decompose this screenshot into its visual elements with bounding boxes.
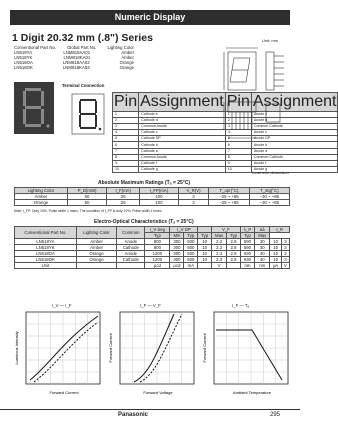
eo-header-ir: I_R xyxy=(270,227,290,233)
eo-cell: LN518OA xyxy=(15,251,77,257)
abs-cell: 60 xyxy=(67,200,106,206)
graph-if-ta xyxy=(202,310,292,398)
pin-cell: 3 xyxy=(113,124,139,130)
eo-cell: Cathode xyxy=(117,257,145,263)
eo-cell: 3 xyxy=(281,251,289,257)
pin-cell: Cathode DP xyxy=(139,136,226,142)
pin-cell: 2 xyxy=(225,118,251,124)
eo-unit-cell: nm xyxy=(255,263,270,269)
eo-unit-cell xyxy=(76,263,117,269)
pin-cell: 7 xyxy=(113,148,139,154)
pin-cell: 1 xyxy=(113,112,139,118)
eo-cell: 2.2 xyxy=(211,245,226,251)
page-title: 1 Digit 20.32 mm (.8") Series xyxy=(12,32,153,44)
eo-cell: 500 xyxy=(184,251,198,257)
eo-cell: Orange xyxy=(76,251,117,257)
eo-sub-header: Max xyxy=(211,233,226,239)
eo-cell: 3 xyxy=(281,245,289,251)
eo-cell: 40 xyxy=(255,251,270,257)
pin-cell: Common Cathode xyxy=(251,154,338,160)
eo-cell: 10 xyxy=(270,251,281,257)
graph-1-xlabel: Forward Current xyxy=(49,390,79,395)
eo-header-iv-dp: I_V DP xyxy=(170,227,198,233)
abs-cell: 60 xyxy=(67,194,106,200)
pin-cell: 10 xyxy=(225,166,251,172)
eo-unit-cell: μcd xyxy=(170,263,184,269)
pin-cell: Cathode e xyxy=(139,112,226,118)
eo-cell: 800 xyxy=(145,245,170,251)
part-global: LNM818AA01 xyxy=(63,50,91,55)
part-color: Amber xyxy=(121,50,134,55)
absolute-max-table xyxy=(14,187,290,206)
abs-header-cell: P_D(mW) xyxy=(67,188,106,194)
eo-sub-header: Typ xyxy=(227,233,241,239)
eo-cell: 2.2 xyxy=(211,239,226,245)
pin-cell: 2 xyxy=(113,118,139,124)
eo-cell: 2.8 xyxy=(227,251,241,257)
eo-cell: 2.8 xyxy=(227,239,241,245)
eo-cell: 300 xyxy=(170,239,184,245)
eo-cell: Anode xyxy=(117,239,145,245)
eo-cell: Amber xyxy=(76,245,117,251)
part-conventional: LN518OK xyxy=(14,65,33,70)
part-global: LNM818KA01 xyxy=(63,55,91,60)
eo-cell: 500 xyxy=(184,239,198,245)
eo-cell: 2.8 xyxy=(227,257,241,263)
eo-cell: 3 xyxy=(281,239,289,245)
lead-wire-label: Lead wire dimension xyxy=(252,170,289,175)
eo-header-part: Conventional Part No. xyxy=(15,227,77,239)
header-bar xyxy=(10,10,290,25)
eo-cell: LN518YK xyxy=(15,245,77,251)
eo-unit-cell: nm xyxy=(240,263,254,269)
terminal-diagram xyxy=(68,92,108,136)
eo-cell: 630 xyxy=(240,257,254,263)
eo-cell: 40 xyxy=(255,257,270,263)
abs-cell: 100 xyxy=(140,194,178,200)
part-conventional: LN518OA xyxy=(14,60,33,65)
footer-page: 295 xyxy=(270,412,281,418)
eo-sub-header: Typ xyxy=(198,233,212,239)
eo-cell: LN518OK xyxy=(15,257,77,263)
part-color: Orange xyxy=(119,60,134,65)
eo-cell: 10 xyxy=(270,239,281,245)
eo-cell: 590 xyxy=(240,245,254,251)
pin-header: Pin xyxy=(114,93,138,110)
eo-unit-cell: μA xyxy=(270,263,281,269)
eo-unit-cell: mA xyxy=(184,263,198,269)
eo-unit-cell: V xyxy=(281,263,289,269)
abs-row xyxy=(15,200,290,206)
eo-header-vf: V_F xyxy=(211,227,240,233)
pin-cell: 4 xyxy=(113,130,139,136)
pin-cell: 9 xyxy=(113,160,139,166)
eo-cell: 630 xyxy=(240,251,254,257)
pin-cell: Cathode g xyxy=(139,166,226,172)
pin-cell: 6 xyxy=(225,142,251,148)
pin-cell: 4 xyxy=(225,130,251,136)
parts-header-color: Lighting Color xyxy=(107,45,134,50)
pin-cell: Cathode f xyxy=(139,160,226,166)
abs-header-cell: I_F(mA) xyxy=(107,188,140,194)
eo-cell: Orange xyxy=(76,257,117,263)
eo-cell: 800 xyxy=(145,239,170,245)
eo-cell: 2.8 xyxy=(227,245,241,251)
part-conventional: LN518YA xyxy=(14,50,33,55)
eo-cell: Cathode xyxy=(117,245,145,251)
pin-header-2: Pin xyxy=(226,93,250,110)
abs-cell: Orange xyxy=(15,200,68,206)
abs-cell: −25 ~ +85 xyxy=(209,200,249,206)
eo-cell: 1200 xyxy=(145,251,170,257)
pin-cell: 7 xyxy=(225,148,251,154)
pin-cell: 6 xyxy=(113,142,139,148)
graph-1-title: I_V — I_F xyxy=(52,303,72,308)
eo-cell: 10 xyxy=(198,239,212,245)
terminal-connection-title: Terminal Connection xyxy=(62,83,105,88)
abs-header-cell: V_R(V) xyxy=(178,188,209,194)
pin-cell: Cathode a xyxy=(139,148,226,154)
assignment-header: Assignment xyxy=(140,93,224,110)
part-conventional: LN518YK xyxy=(14,55,33,60)
eo-header-color: Lighting Color xyxy=(76,227,117,239)
eo-sub-header: Typ xyxy=(184,233,198,239)
parts-list xyxy=(14,45,134,70)
parts-header-global: Global Part No. xyxy=(67,45,97,50)
pin-row xyxy=(113,166,338,172)
abs-cell: Amber xyxy=(15,194,68,200)
graph-if-vf xyxy=(108,310,198,398)
parts-header-conventional: Conventional Part No. xyxy=(14,45,57,50)
eo-cell: LN518YA xyxy=(15,239,77,245)
eo-cell: 2.3 xyxy=(211,251,226,257)
eo-sub-header: Min xyxy=(170,233,184,239)
part-color: Orange xyxy=(119,65,134,70)
pin-cell: Common Anode xyxy=(139,124,226,130)
graph-2-ylabel: Forward Current xyxy=(108,333,113,363)
eo-cell: 300 xyxy=(170,257,184,263)
eo-unit-cell xyxy=(198,263,212,269)
eo-unit-cell: V xyxy=(211,263,226,269)
dimension-drawing xyxy=(222,46,292,166)
graph-1-ylabel: Luminous Intensity xyxy=(14,331,19,365)
unit-label: Unit: mm xyxy=(262,38,278,43)
eo-cell: 300 xyxy=(170,245,184,251)
abs-cell: 100 xyxy=(140,200,178,206)
footer-brand: Panasonic xyxy=(118,412,149,418)
pin-cell: Anode a xyxy=(251,148,338,154)
eo-sub-header: Typ xyxy=(145,233,170,239)
header-title: Numeric Display xyxy=(114,12,186,22)
eo-sub-header: Typ xyxy=(240,233,254,239)
eo-header-dlambda: Δλ xyxy=(255,227,270,233)
abs-cell: 3 xyxy=(178,200,209,206)
eo-unit-cell xyxy=(227,263,241,269)
abs-header-cell: T_opr(°C) xyxy=(209,188,249,194)
abs-header-cell: T_stg(°C) xyxy=(249,188,289,194)
eo-header-common: Common xyxy=(117,227,145,239)
eo-cell: 590 xyxy=(240,239,254,245)
assignment-header-2: Assignment xyxy=(252,93,337,110)
graph-3-title: I_F — Tₐ xyxy=(232,303,250,308)
parts-row xyxy=(14,65,134,70)
graph-3-xlabel: Ambient Temperature xyxy=(232,390,272,395)
pin-cell: Anode c xyxy=(251,130,338,136)
pin-cell: Common Anode xyxy=(139,154,226,160)
pin-cell: Anode d xyxy=(251,118,338,124)
footer-rule xyxy=(0,409,300,410)
abs-cell: 25 xyxy=(107,200,140,206)
absolute-max-title: Absolute Maximum Ratings (Tₐ = 25°C) xyxy=(98,180,191,186)
eo-cell: 500 xyxy=(184,245,198,251)
abs-cell: −25 ~ +85 xyxy=(209,194,249,200)
pin-cell: Anode DP xyxy=(251,136,338,142)
eo-cell: 10 xyxy=(270,257,281,263)
part-color: Amber xyxy=(121,55,134,60)
part-global: LNM818AA03 xyxy=(62,60,90,65)
graph-2-xlabel: Forward Voltage xyxy=(143,390,173,395)
graph-3-ylabel: Forward Current xyxy=(202,333,207,363)
pin-cell: Anode b xyxy=(251,142,338,148)
eo-sub-header: Max xyxy=(255,233,270,239)
graph-iv-if xyxy=(14,310,104,398)
abs-cell: −30 ~ +85 xyxy=(249,200,289,206)
eo-cell: 30 xyxy=(255,239,270,245)
pin-cell: Anode e xyxy=(251,112,338,118)
eo-cell: 30 xyxy=(255,245,270,251)
absolute-max-note: Note: I_FP: Duty 10%, Pulse width 1 msec. The condition of I_FP is duty 10%, Pulse width 1 msec. xyxy=(14,209,163,213)
graph-2-title: I_F — V_F xyxy=(140,303,161,308)
pin-cell: 10 xyxy=(113,166,139,172)
abs-cell: −30 ~ +85 xyxy=(249,194,289,200)
pin-cell: Anode g xyxy=(251,166,338,172)
eo-cell: 3 xyxy=(281,257,289,263)
eo-cell: 1200 xyxy=(145,257,170,263)
eo-cell: 2.3 xyxy=(211,257,226,263)
eo-unit-cell: μcd xyxy=(145,263,170,269)
eo-cell: 10 xyxy=(198,257,212,263)
abs-cell: 3 xyxy=(178,194,209,200)
part-global: LNM818KA03 xyxy=(62,65,90,70)
pin-cell: 8 xyxy=(225,154,251,160)
abs-header-cell: I_FP(mA) xyxy=(140,188,178,194)
eo-cell: 300 xyxy=(170,251,184,257)
eo-unit-row xyxy=(15,263,290,269)
pin-cell: 5 xyxy=(113,136,139,142)
eo-cell: 10 xyxy=(198,245,212,251)
eo-cell: 10 xyxy=(198,251,212,257)
pin-cell: Cathode d xyxy=(139,118,226,124)
abs-header-cell: Lighting Color xyxy=(15,188,68,194)
eo-unit-cell xyxy=(117,263,145,269)
pin-cell: Common Cathode xyxy=(251,124,338,130)
eo-unit-cell: Unit xyxy=(15,263,77,269)
eo-cell: Anode xyxy=(117,251,145,257)
electro-optical-title: Electro-Optical Characteristics (Tₐ = 25°C) xyxy=(94,219,194,225)
eo-cell: 500 xyxy=(184,257,198,263)
eo-cell: Amber xyxy=(76,239,117,245)
electro-optical-table xyxy=(14,226,290,269)
digit-image xyxy=(14,82,54,134)
pin-cell: 9 xyxy=(225,160,251,166)
abs-cell: 25 xyxy=(107,194,140,200)
pin-cell: Cathode b xyxy=(139,142,226,148)
pin-cell: Anode f xyxy=(251,160,338,166)
eo-header-iv-seg: I_V Seg xyxy=(145,227,170,233)
pin-cell: 1 xyxy=(225,112,251,118)
eo-cell: 10 xyxy=(270,245,281,251)
eo-header-lambda: λ_P xyxy=(240,227,254,233)
pin-cell: 3 xyxy=(225,124,251,130)
pin-cell: 5 xyxy=(225,136,251,142)
pin-cell: 8 xyxy=(113,154,139,160)
pin-cell: Cathode c xyxy=(139,130,226,136)
